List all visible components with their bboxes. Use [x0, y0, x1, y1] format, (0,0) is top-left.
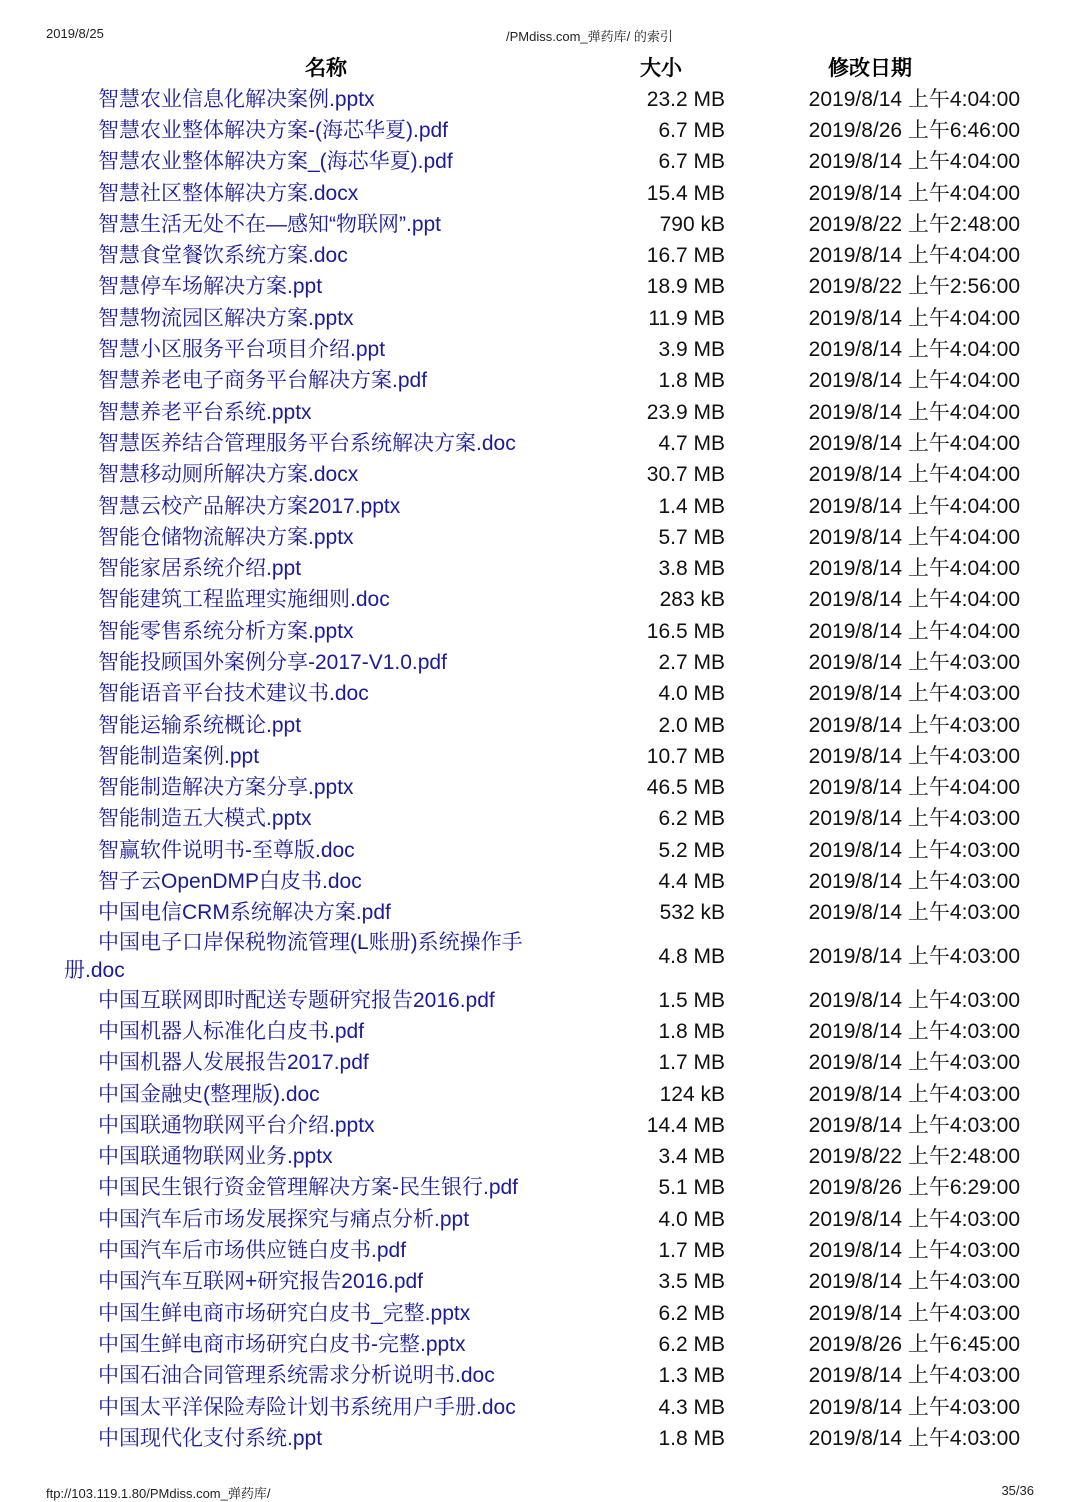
- file-size: 124 kB: [659, 1082, 725, 1106]
- file-link[interactable]: 智赢软件说明书-至尊版.doc: [98, 838, 355, 862]
- file-modified: 2019/8/14 上午4:04:00: [808, 369, 1020, 393]
- file-size: 5.2 MB: [658, 838, 725, 862]
- file-link[interactable]: 中国机器人发展报告2017.pdf: [98, 1051, 369, 1075]
- file-row: [0, 115, 1080, 146]
- file-link[interactable]: 中国生鲜电商市场研究白皮书_完整.pptx: [98, 1301, 471, 1325]
- file-link[interactable]: 智能语音平台技术建议书.doc: [98, 682, 369, 706]
- file-modified: 2019/8/14 上午4:04:00: [808, 588, 1020, 612]
- file-size: 1.5 MB: [658, 988, 725, 1012]
- file-row: [0, 1204, 1080, 1235]
- file-modified: 2019/8/14 上午4:03:00: [808, 838, 1020, 862]
- file-name-cell: [0, 1268, 541, 1296]
- file-modified: 2019/8/14 上午4:03:00: [808, 1301, 1020, 1325]
- file-modified: 2019/8/14 上午4:04:00: [808, 431, 1020, 455]
- file-link[interactable]: 智慧农业整体解决方案-(海芯华夏).pdf: [98, 118, 449, 142]
- file-name-cell: [0, 1362, 541, 1390]
- file-size: 1.4 MB: [658, 494, 725, 518]
- file-size: 5.1 MB: [658, 1176, 725, 1200]
- file-size: 1.3 MB: [658, 1364, 725, 1388]
- file-name-cell: [0, 336, 541, 364]
- file-size: 6.7 MB: [658, 118, 725, 142]
- file-modified: 2019/8/14 上午4:04:00: [808, 150, 1020, 174]
- file-row: [0, 1079, 1080, 1110]
- file-modified: 2019/8/14 上午4:04:00: [808, 181, 1020, 205]
- file-modified: 2019/8/14 上午4:04:00: [808, 306, 1020, 330]
- file-link[interactable]: 智能建筑工程监理实施细则.doc: [98, 588, 390, 612]
- file-row: [0, 1142, 1080, 1173]
- file-size: 11.9 MB: [648, 306, 725, 330]
- file-row: [0, 1267, 1080, 1298]
- file-link[interactable]: 中国生鲜电商市场研究白皮书-完整.pptx: [98, 1332, 466, 1356]
- file-row: [0, 240, 1080, 271]
- file-link[interactable]: 中国互联网即时配送专题研究报告2016.pdf: [98, 988, 495, 1012]
- file-modified: 2019/8/14 上午4:03:00: [808, 682, 1020, 706]
- file-size: 23.2 MB: [646, 87, 725, 111]
- file-modified: 2019/8/14 上午4:03:00: [808, 1270, 1020, 1294]
- file-modified: 2019/8/14 上午4:04:00: [808, 619, 1020, 643]
- file-name-cell: [0, 430, 541, 458]
- file-link[interactable]: 智慧养老平台系统.pptx: [98, 400, 312, 424]
- file-size: 3.8 MB: [658, 557, 725, 581]
- file-modified: 2019/8/22 上午2:48:00: [808, 212, 1020, 236]
- file-link[interactable]: 中国石油合同管理系统需求分析说明书.doc: [98, 1364, 495, 1388]
- file-modified: 2019/8/14 上午4:03:00: [808, 807, 1020, 831]
- file-modified: 2019/8/14 上午4:04:00: [808, 400, 1020, 424]
- file-size: 3.4 MB: [658, 1145, 725, 1169]
- file-name-cell: [0, 242, 541, 270]
- file-name-cell: [0, 86, 541, 114]
- file-row: [0, 866, 1080, 897]
- file-row: [0, 1110, 1080, 1141]
- file-modified: 2019/8/22 上午2:56:00: [808, 275, 1020, 299]
- file-name-cell: [0, 1425, 541, 1453]
- file-name-cell: [0, 555, 541, 583]
- file-modified: 2019/8/14 上午4:03:00: [808, 901, 1020, 925]
- column-header-name: 名称: [305, 57, 347, 80]
- file-row: [0, 710, 1080, 741]
- file-name-cell: [0, 1394, 541, 1422]
- file-size: 790 kB: [659, 212, 725, 236]
- file-size: 4.3 MB: [658, 1395, 725, 1419]
- page-title: /PMdiss.com_弹药库/ 的索引: [506, 29, 673, 44]
- file-link[interactable]: 中国电子口岸保税物流管理(L账册)系统操作手册.doc: [64, 931, 523, 983]
- print-date: 2019/8/25: [46, 26, 104, 41]
- file-link[interactable]: 智能制造五大模式.pptx: [98, 807, 312, 831]
- file-name-cell: [0, 1331, 541, 1359]
- file-row: [0, 804, 1080, 835]
- file-modified: 2019/8/14 上午4:03:00: [808, 744, 1020, 768]
- file-size: 2.7 MB: [658, 650, 725, 674]
- file-link[interactable]: 智能运输系统概论.ppt: [98, 713, 302, 737]
- file-modified: 2019/8/26 上午6:45:00: [808, 1332, 1020, 1356]
- file-name-cell: [0, 712, 541, 740]
- file-modified: 2019/8/22 上午2:48:00: [808, 1145, 1020, 1169]
- file-modified: 2019/8/14 上午4:03:00: [808, 870, 1020, 894]
- file-size: 283 kB: [659, 588, 725, 612]
- file-row: [0, 366, 1080, 397]
- file-name-cell: [0, 805, 541, 833]
- file-link[interactable]: 中国联通物联网平台介绍.pptx: [98, 1113, 375, 1137]
- file-modified: 2019/8/14 上午4:03:00: [808, 1113, 1020, 1137]
- file-size: 1.8 MB: [658, 1019, 725, 1043]
- file-size: 532 kB: [659, 901, 725, 925]
- file-link[interactable]: 智能制造案例.ppt: [98, 744, 260, 768]
- file-modified: 2019/8/14 上午4:04:00: [808, 525, 1020, 549]
- file-row: [0, 1329, 1080, 1360]
- file-row: [0, 929, 1080, 985]
- file-row: [0, 898, 1080, 929]
- file-size: 4.8 MB: [658, 945, 725, 969]
- file-link[interactable]: 智能投顾国外案例分享-2017-V1.0.pdf: [98, 650, 447, 674]
- file-modified: 2019/8/14 上午4:04:00: [808, 244, 1020, 268]
- file-size: 46.5 MB: [646, 776, 725, 800]
- file-modified: 2019/8/14 上午4:04:00: [808, 338, 1020, 362]
- file-modified: 2019/8/14 上午4:04:00: [808, 776, 1020, 800]
- file-name-cell: [0, 305, 541, 333]
- file-size: 10.7 MB: [646, 744, 725, 768]
- file-modified: 2019/8/14 上午4:03:00: [808, 1051, 1020, 1075]
- file-modified: 2019/8/14 上午4:03:00: [808, 945, 1020, 969]
- file-link[interactable]: 中国太平洋保险寿险计划书系统用户手册.doc: [98, 1395, 516, 1419]
- file-size: 16.5 MB: [646, 619, 725, 643]
- file-size: 1.8 MB: [658, 1426, 725, 1450]
- file-size: 16.7 MB: [646, 244, 725, 268]
- file-link[interactable]: 智慧生活无处不在—感知“物联网”.ppt: [98, 212, 442, 236]
- file-row: [0, 397, 1080, 428]
- file-link[interactable]: 中国电信CRM系统解决方案.pdf: [98, 901, 391, 925]
- file-name-cell: [0, 586, 541, 614]
- file-link[interactable]: 智能制造解决方案分享.pptx: [98, 776, 354, 800]
- file-row: [0, 985, 1080, 1016]
- file-row: [0, 616, 1080, 647]
- file-name-cell: [0, 117, 541, 145]
- file-row: [0, 773, 1080, 804]
- file-row: [0, 679, 1080, 710]
- file-link[interactable]: 中国汽车后市场发展探究与痛点分析.ppt: [98, 1207, 470, 1231]
- file-rows: [0, 84, 1080, 1454]
- file-link[interactable]: 智慧农业整体解决方案_(海芯华夏).pdf: [98, 150, 453, 174]
- file-link[interactable]: 智能零售系统分析方案.pptx: [98, 619, 354, 643]
- file-link[interactable]: 智子云OpenDMP白皮书.doc: [98, 870, 362, 894]
- file-modified: 2019/8/14 上午4:03:00: [808, 1364, 1020, 1388]
- file-row: [0, 1016, 1080, 1047]
- file-row: [0, 178, 1080, 209]
- file-size: 6.2 MB: [658, 1332, 725, 1356]
- file-row: [0, 741, 1080, 772]
- file-link[interactable]: 智慧物流园区解决方案.pptx: [98, 306, 354, 330]
- file-row: [0, 585, 1080, 616]
- file-link[interactable]: 中国联通物联网业务.pptx: [98, 1145, 333, 1169]
- file-modified: 2019/8/14 上午4:03:00: [808, 1395, 1020, 1419]
- file-name-cell: [0, 743, 541, 771]
- file-row: [0, 1361, 1080, 1392]
- file-modified: 2019/8/14 上午4:03:00: [808, 650, 1020, 674]
- file-modified: 2019/8/26 上午6:29:00: [808, 1176, 1020, 1200]
- file-name-cell: [0, 1206, 541, 1234]
- file-link[interactable]: 中国现代化支付系统.ppt: [98, 1426, 323, 1450]
- file-link[interactable]: 智慧食堂餐饮系统方案.doc: [98, 244, 348, 268]
- file-size: 1.8 MB: [658, 369, 725, 393]
- file-size: 4.0 MB: [658, 1207, 725, 1231]
- file-name-cell: [0, 1237, 541, 1265]
- file-name-cell: [0, 868, 541, 896]
- file-name-cell: [0, 180, 541, 208]
- file-row: [0, 428, 1080, 459]
- file-size: 4.4 MB: [658, 870, 725, 894]
- file-modified: 2019/8/14 上午4:04:00: [808, 557, 1020, 581]
- file-link[interactable]: 中国民生银行资金管理解决方案-民生银行.pdf: [98, 1176, 519, 1200]
- file-size: 5.7 MB: [658, 525, 725, 549]
- file-name-cell: [0, 1018, 541, 1046]
- file-name-cell: [0, 399, 541, 427]
- file-modified: 2019/8/14 上午4:03:00: [808, 988, 1020, 1012]
- file-row: [0, 491, 1080, 522]
- file-row: [0, 1048, 1080, 1079]
- file-name-cell: [0, 1049, 541, 1077]
- file-size: 2.0 MB: [658, 713, 725, 737]
- file-row: [0, 1392, 1080, 1423]
- footer-url: ftp://103.119.1.80/PMdiss.com_弹药库/: [46, 1486, 271, 1501]
- file-link[interactable]: 智慧养老电子商务平台解决方案.pdf: [98, 369, 428, 393]
- file-link[interactable]: 智慧移动厕所解决方案.docx: [98, 463, 359, 487]
- file-link[interactable]: 智慧云校产品解决方案2017.pptx: [98, 494, 401, 518]
- file-link[interactable]: 智能仓储物流解决方案.pptx: [98, 525, 354, 549]
- file-name-cell: [0, 148, 541, 176]
- file-name-cell: [0, 493, 541, 521]
- file-name-cell: [0, 929, 541, 985]
- file-row: [0, 209, 1080, 240]
- file-modified: 2019/8/14 上午4:04:00: [808, 463, 1020, 487]
- file-modified: 2019/8/14 上午4:03:00: [808, 1239, 1020, 1263]
- file-link[interactable]: 智慧社区整体解决方案.docx: [98, 181, 359, 205]
- file-modified: 2019/8/14 上午4:04:00: [808, 87, 1020, 111]
- file-link[interactable]: 中国汽车互联网+研究报告2016.pdf: [98, 1270, 424, 1294]
- file-name-cell: [0, 837, 541, 865]
- file-row: [0, 460, 1080, 491]
- file-link[interactable]: 智慧小区服务平台项目介绍.ppt: [98, 338, 386, 362]
- file-name-cell: [0, 367, 541, 395]
- file-name-cell: [0, 899, 541, 927]
- file-link[interactable]: 中国汽车后市场供应链白皮书.pdf: [98, 1239, 407, 1263]
- file-name-cell: [0, 1174, 541, 1202]
- file-size: 1.7 MB: [658, 1239, 725, 1263]
- file-row: [0, 522, 1080, 553]
- file-row: [0, 1235, 1080, 1266]
- column-header-row: [0, 54, 1080, 84]
- file-row: [0, 272, 1080, 303]
- file-name-cell: [0, 1300, 541, 1328]
- file-name-cell: [0, 1081, 541, 1109]
- file-link[interactable]: 智慧医养结合管理服务平台系统解决方案.doc: [98, 431, 516, 455]
- file-row: [0, 147, 1080, 178]
- file-name-cell: [0, 1112, 541, 1140]
- file-size: 14.4 MB: [646, 1113, 725, 1137]
- file-row: [0, 1173, 1080, 1204]
- file-row: [0, 84, 1080, 115]
- file-name-cell: [0, 680, 541, 708]
- column-header-modified: 修改日期: [828, 57, 912, 80]
- file-modified: 2019/8/14 上午4:03:00: [808, 1082, 1020, 1106]
- file-size: 3.5 MB: [658, 1270, 725, 1294]
- page-number: 35/36: [1001, 1483, 1034, 1498]
- file-row: [0, 303, 1080, 334]
- file-size: 15.4 MB: [646, 181, 725, 205]
- file-name-cell: [0, 273, 541, 301]
- file-name-cell: [0, 461, 541, 489]
- file-size: 6.2 MB: [658, 1301, 725, 1325]
- file-size: 4.0 MB: [658, 682, 725, 706]
- file-link[interactable]: 智能家居系统介绍.ppt: [98, 557, 302, 581]
- file-row: [0, 334, 1080, 365]
- file-link[interactable]: 智慧停车场解决方案.ppt: [98, 275, 323, 299]
- file-name-cell: [0, 211, 541, 239]
- file-modified: 2019/8/14 上午4:03:00: [808, 1207, 1020, 1231]
- file-link[interactable]: 中国机器人标准化白皮书.pdf: [98, 1019, 365, 1043]
- file-name-cell: [0, 1143, 541, 1171]
- file-size: 3.9 MB: [658, 338, 725, 362]
- file-size: 6.7 MB: [658, 150, 725, 174]
- file-size: 4.7 MB: [658, 431, 725, 455]
- file-row: [0, 1423, 1080, 1454]
- file-modified: 2019/8/14 上午4:03:00: [808, 713, 1020, 737]
- file-modified: 2019/8/26 上午6:46:00: [808, 118, 1020, 142]
- file-name-cell: [0, 774, 541, 802]
- file-size: 1.7 MB: [658, 1051, 725, 1075]
- file-name-cell: [0, 987, 541, 1015]
- file-size: 23.9 MB: [646, 400, 725, 424]
- file-size: 18.9 MB: [646, 275, 725, 299]
- file-name-cell: [0, 618, 541, 646]
- file-modified: 2019/8/14 上午4:03:00: [808, 1019, 1020, 1043]
- file-name-cell: [0, 649, 541, 677]
- file-size: 30.7 MB: [646, 463, 725, 487]
- file-listing: [0, 54, 1080, 1454]
- file-row: [0, 835, 1080, 866]
- file-modified: 2019/8/14 上午4:03:00: [808, 1426, 1020, 1450]
- file-row: [0, 1298, 1080, 1329]
- file-link[interactable]: 中国金融史(整理版).doc: [98, 1082, 320, 1106]
- column-header-size: 大小: [640, 57, 682, 80]
- file-row: [0, 553, 1080, 584]
- file-name-cell: [0, 524, 541, 552]
- file-row: [0, 647, 1080, 678]
- file-size: 6.2 MB: [658, 807, 725, 831]
- file-link[interactable]: 智慧农业信息化解决案例.pptx: [98, 87, 375, 111]
- file-modified: 2019/8/14 上午4:04:00: [808, 494, 1020, 518]
